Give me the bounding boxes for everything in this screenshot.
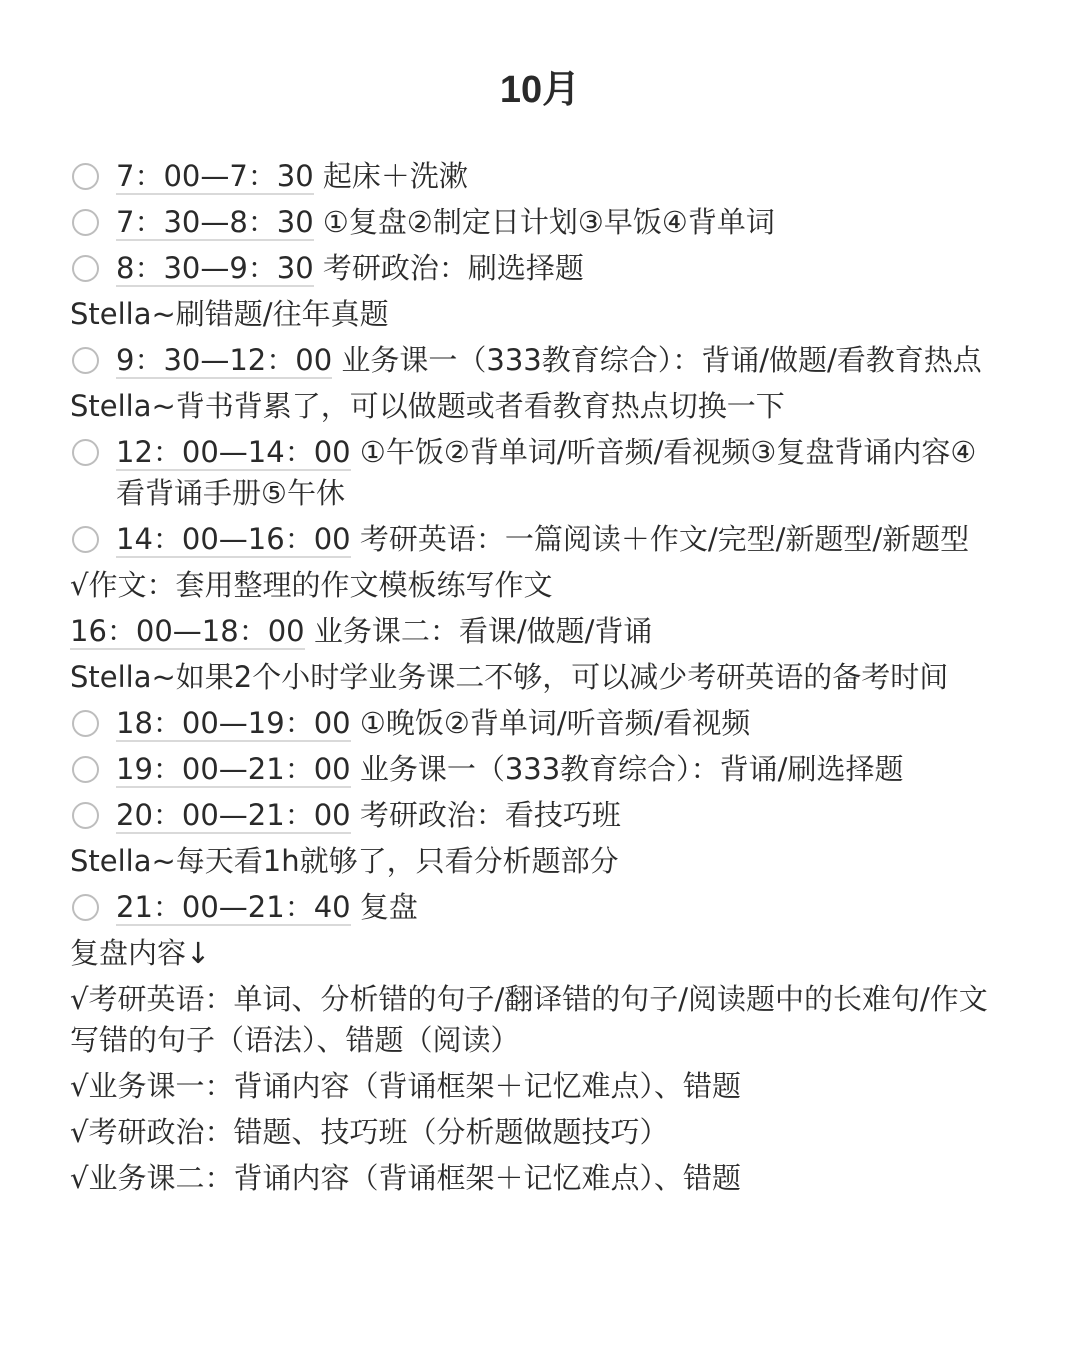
todo-text: ①晚饭②背单词/听音频/看视频 [350, 706, 751, 740]
time-range: 7：00—7：30 [116, 159, 314, 193]
time-range: 8：30—9：30 [116, 251, 314, 285]
todo-item [70, 248, 1030, 289]
checkbox-circle-icon[interactable] [72, 255, 99, 282]
time-range: 12：00—14：00 [116, 435, 351, 469]
time-range: 16：00—18：00 [70, 614, 305, 648]
time-range: 20：00—21：00 [116, 798, 351, 832]
checkbox-circle-icon[interactable] [72, 347, 99, 374]
note-line: Stella~刷错题/往年真题 [70, 297, 389, 331]
todo-text: 考研英语：一篇阅读＋作文/完型/新题型/新题型 [350, 522, 970, 556]
todo-item [70, 703, 1030, 744]
checkbox-circle-icon[interactable] [72, 526, 99, 553]
note-line: √业务课一：背诵内容（背诵框架＋记忆难点）、错题 [70, 1069, 741, 1103]
time-range: 21：00—21：40 [116, 890, 351, 924]
todo-item [70, 432, 1030, 514]
todo-item [70, 519, 1030, 560]
time-range: 7：30—8：30 [116, 205, 314, 239]
time-range: 19：00—21：00 [116, 752, 351, 786]
checkbox-circle-icon[interactable] [72, 802, 99, 829]
todo-text: ①午饭②背单词/听音频/看视频③复盘背诵内容④看背诵手册⑤午休 [116, 435, 977, 510]
time-range: 18：00—19：00 [116, 706, 351, 740]
note-line: 复盘内容↓ [70, 936, 211, 970]
time-range: 9：30—12：00 [116, 343, 333, 377]
note-line: Stella~背书背累了，可以做题或者看教育热点切换一下 [70, 389, 785, 423]
todo-text: 起床＋洗漱 [313, 159, 468, 193]
note-line: Stella~如果2个小时学业务课二不够，可以减少考研英语的备考时间 [70, 660, 949, 694]
note-line: √考研英语：单词、分析错的句子/翻译错的句子/阅读题中的长难句/作文写错的句子（语法）、错题（阅读） [70, 982, 988, 1057]
checkbox-circle-icon[interactable] [72, 163, 99, 190]
note-line: √作文：套用整理的作文模板练写作文 [70, 568, 553, 602]
todo-item [70, 795, 1030, 836]
todo-item [70, 156, 1030, 197]
checkbox-circle-icon[interactable] [72, 894, 99, 921]
todo-text: 业务课一（333教育综合）：背诵/刷选择题 [350, 752, 904, 786]
note-text: 业务课二：看课/做题/背诵 [304, 614, 653, 648]
note-line: √考研政治：错题、技巧班（分析题做题技巧） [70, 1115, 669, 1149]
timed-note-line [70, 611, 1030, 652]
checkbox-circle-icon[interactable] [72, 756, 99, 783]
time-range: 14：00—16：00 [116, 522, 351, 556]
todo-text: 考研政治：刷选择题 [313, 251, 584, 285]
note-line: Stella~每天看1h就够了，只看分析题部分 [70, 844, 619, 878]
checkbox-circle-icon[interactable] [72, 710, 99, 737]
schedule-list [70, 152, 1030, 1204]
page-title: 10月 [499, 69, 581, 111]
todo-item [70, 749, 1030, 790]
todo-text: 考研政治：看技巧班 [350, 798, 621, 832]
todo-item [70, 340, 1030, 381]
note-line: √业务课二：背诵内容（背诵框架＋记忆难点）、错题 [70, 1161, 741, 1195]
checkbox-circle-icon[interactable] [72, 209, 99, 236]
todo-text: 复盘 [350, 890, 418, 924]
todo-item [70, 887, 1030, 928]
todo-item [70, 202, 1030, 243]
checkbox-circle-icon[interactable] [72, 439, 99, 466]
todo-text: 业务课一（333教育综合）：背诵/做题/看教育热点 [332, 343, 982, 377]
todo-text: ①复盘②制定日计划③早饭④背单词 [313, 205, 775, 239]
